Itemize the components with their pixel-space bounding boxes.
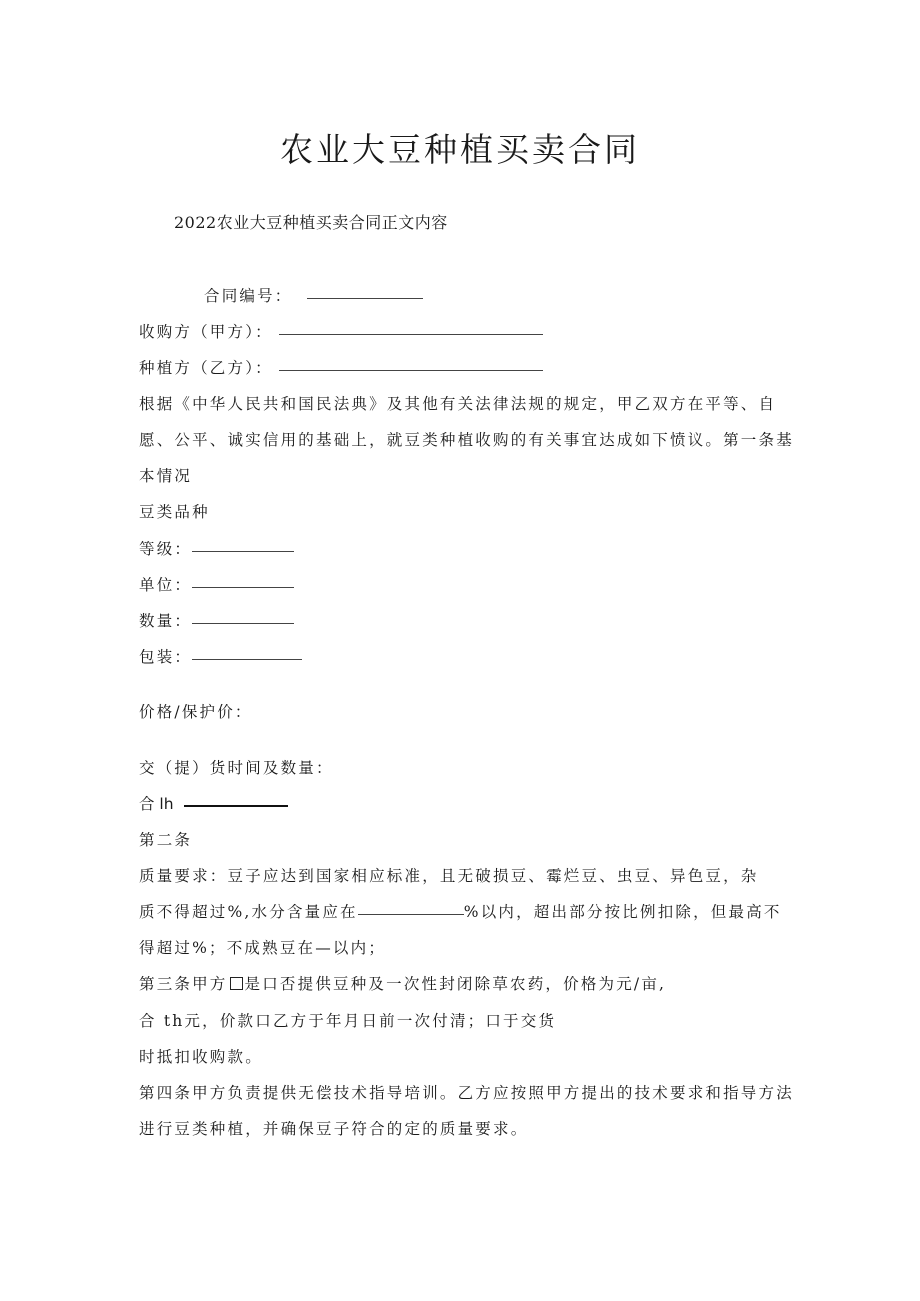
- grower-blank: [279, 369, 543, 371]
- delivery-label: 交（提）货时间及数量：: [139, 759, 334, 777]
- grower-label: 种植方（乙方）：: [139, 359, 273, 377]
- article-3-line-3: 时抵扣收购款。: [139, 1048, 263, 1066]
- grower-line: [139, 356, 543, 378]
- quantity-label: 数量：: [139, 612, 193, 630]
- article-3-part-b: 是口否提供豆种及一次性封闭除草农药，价格为元/亩,: [244, 975, 667, 993]
- grade-blank: [192, 550, 294, 552]
- grade-label: 等级：: [139, 540, 193, 558]
- quality-line-2b: %以内，超出部分按比例扣除，但最高不: [463, 903, 782, 921]
- quality-line-2: [139, 900, 782, 922]
- packing-line: [139, 645, 302, 667]
- buyer-line: [139, 320, 543, 342]
- article-3-line-2: 合 th元，价款口乙方于年月日前一次付清；口于交货: [139, 1012, 557, 1030]
- price-label: 价格/保护价：: [139, 703, 253, 721]
- document-title: 农业大豆种植买卖合同: [280, 130, 640, 169]
- article-4-line-1: 第四条甲方负责提供无偿技术指导培训。乙方应按照甲方提出的技术要求和指导方法: [139, 1084, 794, 1102]
- article-2-label: 第二条: [139, 831, 193, 849]
- buyer-label: 收购方（甲方）：: [139, 323, 273, 341]
- contract-number-label: 合同编号：: [204, 287, 293, 305]
- grade-line: [139, 537, 294, 559]
- intro-line-2: 愿、公平、诚实信用的基础上，就豆类种植收购的有关事宜达成如下愤议。第一条基: [139, 431, 794, 449]
- buyer-blank: [279, 333, 543, 335]
- variety-label: 豆类品种: [139, 503, 210, 521]
- total-blank: [184, 804, 288, 807]
- document-subtitle: 2022农业大豆种植买卖合同正文内容: [174, 213, 448, 232]
- unit-line: [139, 573, 294, 595]
- total-label: 合 lh: [139, 795, 174, 813]
- moisture-blank: [358, 913, 464, 915]
- article-3-line-1: [139, 972, 666, 994]
- unit-label: 单位：: [139, 576, 193, 594]
- quantity-blank: [192, 622, 294, 624]
- intro-line-1: 根据《中华人民共和国民法典》及其他有关法律法规的规定，甲乙双方在平等、自: [139, 395, 777, 413]
- article-4-line-2: 进行豆类种植，并确保豆子符合的定的质量要求。: [139, 1120, 529, 1138]
- contract-number-line: [204, 284, 423, 306]
- packing-label: 包装：: [139, 648, 193, 666]
- quality-line-2a: 质不得超过%,水分含量应在: [139, 903, 358, 921]
- quality-line-3: 得超过%；不成熟豆在—以内；: [139, 939, 387, 957]
- unit-blank: [192, 586, 294, 588]
- intro-line-3: 本情况: [139, 467, 193, 485]
- contract-number-blank: [307, 297, 423, 299]
- article-3-part-a: 第三条甲方: [139, 975, 228, 993]
- packing-blank: [192, 658, 302, 660]
- quality-line-1: 质量要求：豆子应达到国家相应标准，且无破损豆、霉烂豆、虫豆、异色豆，杂: [139, 867, 759, 885]
- checkbox-icon: [230, 977, 243, 990]
- total-line: [139, 792, 288, 814]
- quantity-line: [139, 609, 294, 631]
